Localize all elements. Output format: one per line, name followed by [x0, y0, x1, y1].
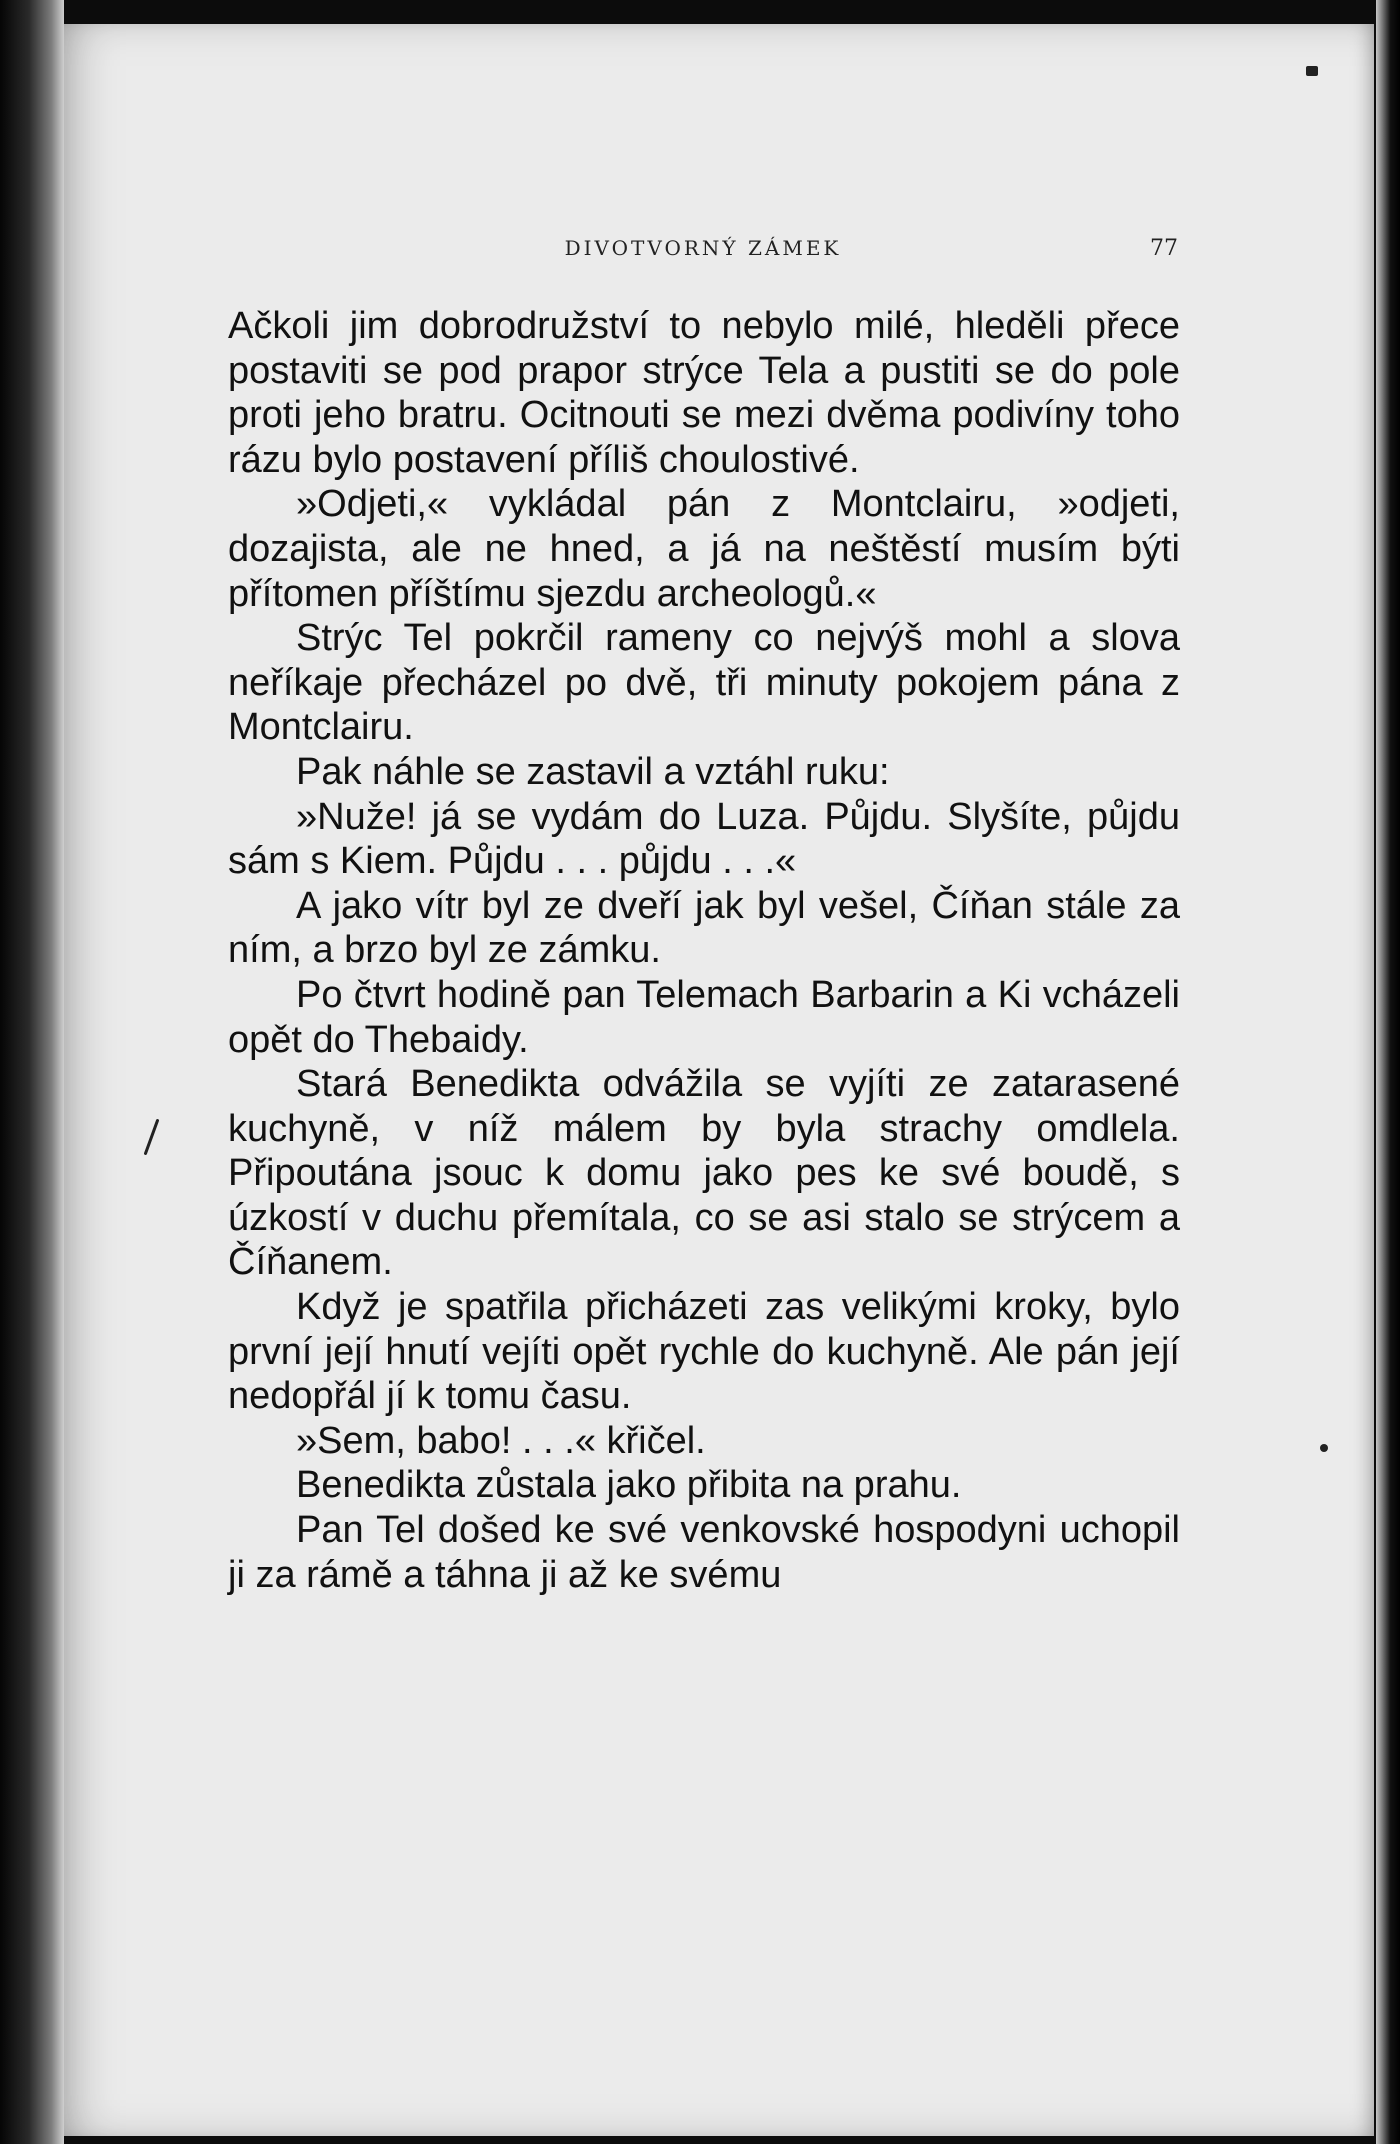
- page-right-edge: [1376, 0, 1400, 2144]
- margin-speck: [1320, 1444, 1328, 1452]
- paragraph: Pan Tel došed ke své venkovské hospodyni uchopil ji za rámě a táhna ji až ke svému: [228, 1509, 1180, 1596]
- paragraph: Po čtvrt hodině pan Telemach Barbarin a Ki vcházeli opět do Thebaidy.: [228, 973, 1180, 1061]
- body-text: [228, 304, 1180, 1597]
- running-title: DIVOTVORNÝ ZÁMEK: [564, 236, 842, 260]
- page-header: [228, 236, 1178, 260]
- paragraph: Stará Benedikta odvážila se vyjíti ze zatarasené kuchyně, v níž málem by byla strachy omdlela. Připoutána jsouc k domu jako pes ke své boudě, s úzkostí v duchu přemítala, co se asi stalo se strýcem a Číňanem.: [228, 1063, 1180, 1284]
- margin-speck: [1306, 66, 1318, 76]
- paragraph: Strýc Tel pokrčil rameny co nejvýš mohl a slova neříkaje přecházel po dvě, tři minuty pokojem pána z Montclairu.: [228, 617, 1180, 749]
- paragraph: Pak náhle se zastavil a vztáhl ruku:: [296, 750, 890, 793]
- book-gutter-shadow: [0, 0, 64, 2144]
- paragraph: »Odjeti,« vykládal pán z Montclairu, »odjeti, dozajista, ale ne hned, a já na neštěstí musím býti přítomen příštímu sjezdu archeologů.«: [228, 483, 1180, 615]
- paragraph: Benedikta zůstala jako přibita na prahu.: [296, 1464, 962, 1507]
- paragraph: Ačkoli jim dobrodružství to nebylo milé, hleděli přece postaviti se pod prapor strýce Tela a pustiti se do pole proti jeho bratru. Ocitnouti se mezi dvěma podivíny toho rázu bylo postavení příliš choulostivé.: [228, 305, 1180, 481]
- paragraph: A jako vítr byl ze dveří jak byl vešel, Číňan stále za ním, a brzo byl ze zámku.: [228, 884, 1180, 972]
- paragraph: »Sem, babo! . . .« křičel.: [296, 1419, 706, 1462]
- paragraph: »Nuže! já se vydám do Luza. Půjdu. Slyšíte, půjdu sám s Kiem. Půjdu . . . půjdu . . .«: [228, 795, 1180, 883]
- paragraph: Když je spatřila přicházeti zas velikými kroky, bylo první její hnutí vejíti opět rychle do kuchyně. Ale pán její nedopřál jí k tomu času.: [228, 1286, 1180, 1418]
- page-number: 77: [1150, 236, 1178, 261]
